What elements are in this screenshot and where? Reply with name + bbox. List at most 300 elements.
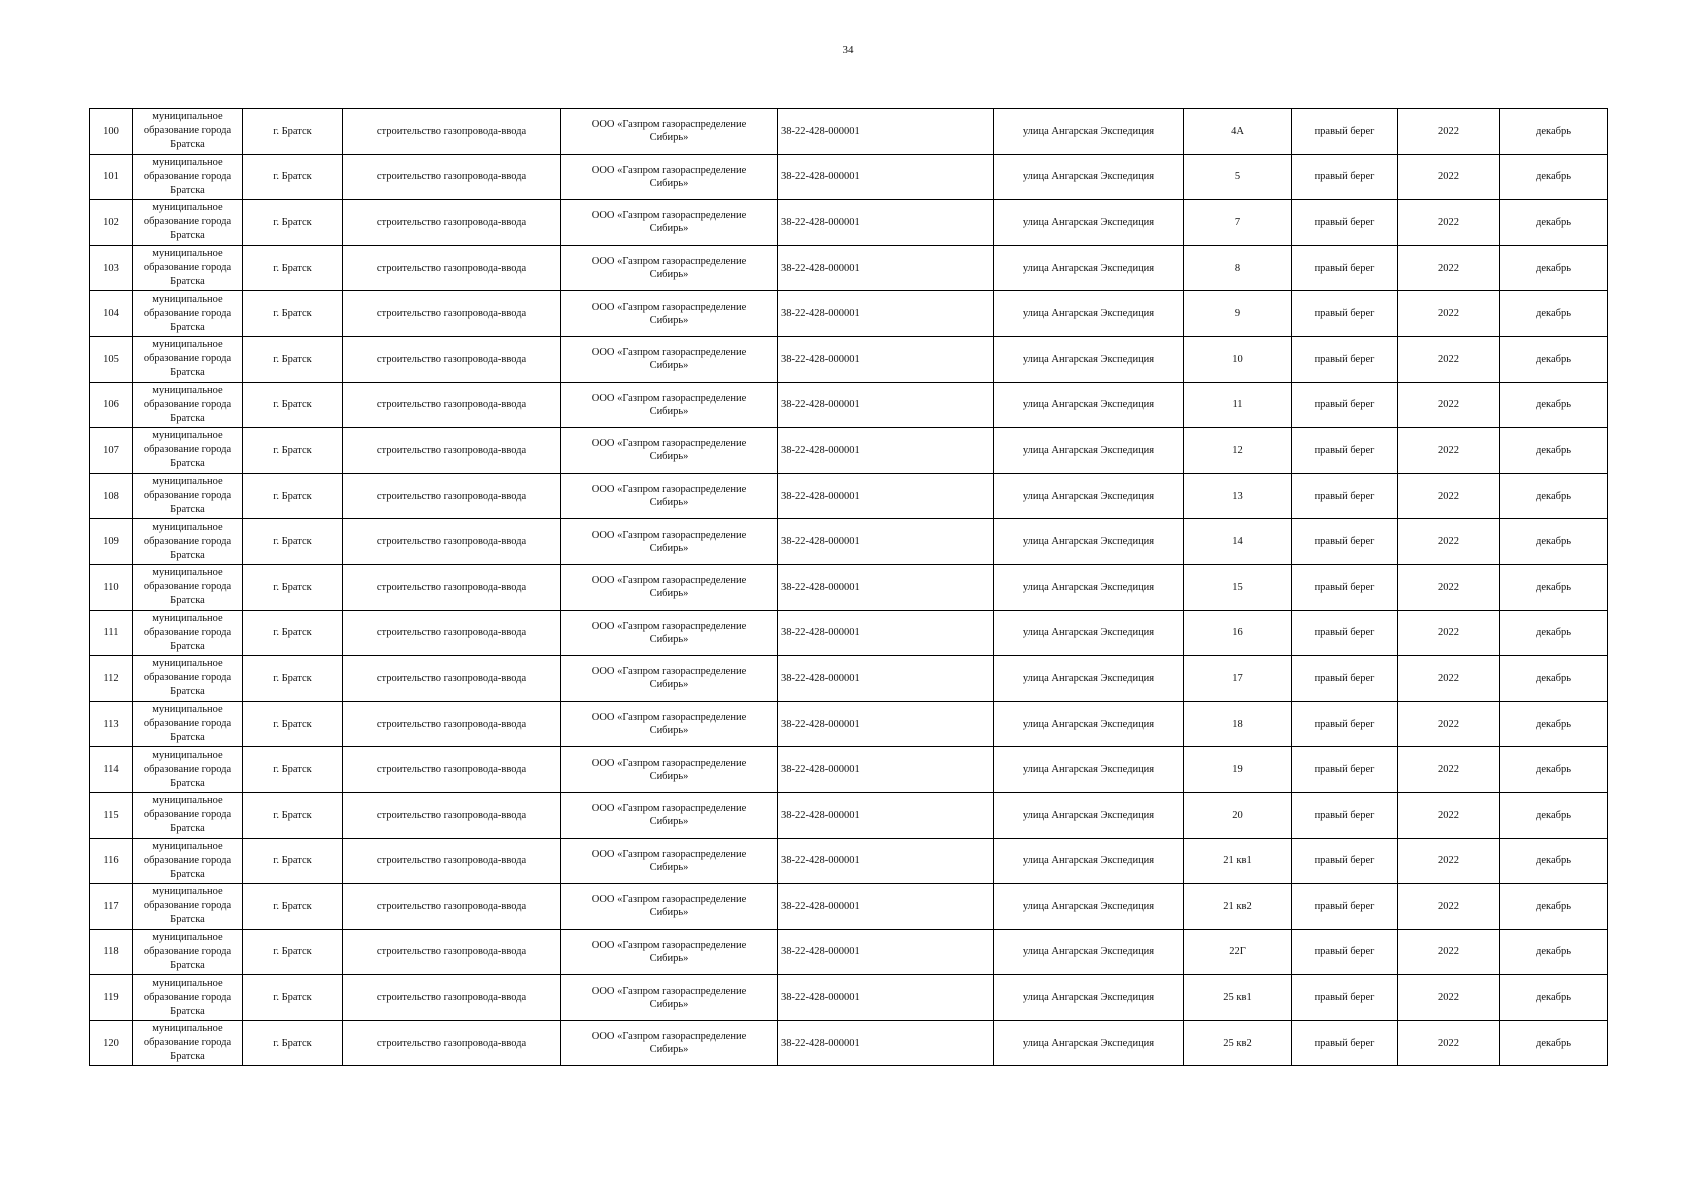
municipality-cell-line: Братска [170,595,205,607]
municipality-cell [133,428,243,474]
organization-cell [561,929,778,975]
municipality-cell-line: Братска [170,367,205,379]
table-row [90,701,1608,747]
street-cell: улица Ангарская Экспедиция [994,884,1184,930]
program-code-cell: 38-22-428-000001 [778,245,994,291]
river-bank-cell: правый берег [1292,747,1398,793]
river-bank-cell: правый берег [1292,975,1398,1021]
house-number-cell: 4А [1184,109,1292,155]
municipality-cell [133,656,243,702]
organization-cell-line: Сибирь» [649,907,689,919]
river-bank-cell: правый берег [1292,200,1398,246]
municipality-cell-line: образование города [143,170,232,182]
house-number-cell: 10 [1184,336,1292,382]
municipality-cell-line: Братска [170,321,205,333]
program-code-cell: 38-22-428-000001 [778,336,994,382]
organization-cell-line: Сибирь» [649,269,689,281]
table-row [90,200,1608,246]
municipality-cell-line: муниципальное [152,658,223,670]
program-code-cell: 38-22-428-000001 [778,154,994,200]
year-cell: 2022 [1398,747,1500,793]
work-type-cell: строительство газопровода-ввода [343,838,561,884]
organization-cell-line: Сибирь» [649,1044,689,1056]
row-number-cell: 105 [90,336,133,382]
street-cell: улица Ангарская Экспедиция [994,1020,1184,1066]
table-row [90,109,1608,155]
city-cell: г. Братск [243,245,343,291]
municipality-cell-line: муниципальное [152,704,223,716]
table-row [90,473,1608,519]
work-type-cell: строительство газопровода-ввода [343,564,561,610]
municipality-cell-line: образование города [143,535,232,547]
organization-cell-line: ООО «Газпром газораспределение [591,712,747,724]
city-cell: г. Братск [243,428,343,474]
table-row [90,656,1608,702]
row-number-cell: 116 [90,838,133,884]
house-number-cell: 5 [1184,154,1292,200]
municipality-cell [133,382,243,428]
organization-cell-line: Сибирь» [649,360,689,372]
municipality-cell-line: Братска [170,184,205,196]
house-number-cell: 12 [1184,428,1292,474]
program-code-cell: 38-22-428-000001 [778,701,994,747]
river-bank-cell: правый берег [1292,291,1398,337]
organization-cell-line: Сибирь» [649,223,689,235]
river-bank-cell: правый берег [1292,154,1398,200]
municipality-cell [133,610,243,656]
house-number-cell: 11 [1184,382,1292,428]
organization-cell [561,291,778,337]
work-type-cell: строительство газопровода-ввода [343,154,561,200]
month-cell: декабрь [1500,792,1608,838]
work-type-cell: строительство газопровода-ввода [343,428,561,474]
municipality-cell-line: Братска [170,777,205,789]
work-type-cell: строительство газопровода-ввода [343,245,561,291]
organization-cell-line: Сибирь» [649,725,689,737]
table-row [90,336,1608,382]
municipality-cell-line: Братска [170,959,205,971]
program-code-cell: 38-22-428-000001 [778,656,994,702]
municipality-cell-line: муниципальное [152,521,223,533]
year-cell: 2022 [1398,200,1500,246]
organization-cell-line: ООО «Газпром газораспределение [591,803,747,815]
house-number-cell: 19 [1184,747,1292,793]
organization-cell [561,838,778,884]
work-type-cell: строительство газопровода-ввода [343,382,561,428]
river-bank-cell: правый берег [1292,701,1398,747]
municipality-cell [133,154,243,200]
organization-cell [561,610,778,656]
municipality-cell [133,109,243,155]
municipality-cell [133,519,243,565]
program-code-cell: 38-22-428-000001 [778,838,994,884]
municipality-cell-line: Братска [170,1005,205,1017]
organization-cell-line: ООО «Газпром газораспределение [591,301,747,313]
year-cell: 2022 [1398,929,1500,975]
municipality-cell-line: Братска [170,640,205,652]
river-bank-cell: правый берег [1292,109,1398,155]
organization-cell [561,200,778,246]
month-cell: декабрь [1500,747,1608,793]
house-number-cell: 25 кв2 [1184,1020,1292,1066]
row-number-cell: 107 [90,428,133,474]
year-cell: 2022 [1398,610,1500,656]
municipality-cell-line: муниципальное [152,749,223,761]
program-code-cell: 38-22-428-000001 [778,564,994,610]
municipality-cell-line: образование города [143,900,232,912]
municipality-cell-line: муниципальное [152,931,223,943]
organization-cell [561,428,778,474]
work-type-cell: строительство газопровода-ввода [343,336,561,382]
program-code-cell: 38-22-428-000001 [778,1020,994,1066]
municipality-cell-line: муниципальное [152,1023,223,1035]
city-cell: г. Братск [243,291,343,337]
organization-cell-line: ООО «Газпром газораспределение [591,620,747,632]
year-cell: 2022 [1398,838,1500,884]
organization-cell-line: Сибирь» [649,998,689,1010]
organization-cell [561,1020,778,1066]
municipality-cell-line: муниципальное [152,430,223,442]
city-cell: г. Братск [243,336,343,382]
house-number-cell: 7 [1184,200,1292,246]
organization-cell [561,564,778,610]
city-cell: г. Братск [243,792,343,838]
municipality-cell [133,245,243,291]
organization-cell [561,245,778,291]
organization-cell-line: ООО «Газпром газораспределение [591,529,747,541]
river-bank-cell: правый берег [1292,1020,1398,1066]
program-code-cell: 38-22-428-000001 [778,291,994,337]
row-number-cell: 103 [90,245,133,291]
municipality-cell-line: муниципальное [152,339,223,351]
table-row [90,245,1608,291]
river-bank-cell: правый берег [1292,473,1398,519]
organization-cell [561,154,778,200]
municipality-cell [133,884,243,930]
table-row [90,154,1608,200]
program-code-cell: 38-22-428-000001 [778,519,994,565]
organization-cell-line: ООО «Газпром газораспределение [591,438,747,450]
municipality-cell-line: Братска [170,868,205,880]
organization-cell-line: Сибирь» [649,633,689,645]
municipality-cell [133,473,243,519]
street-cell: улица Ангарская Экспедиция [994,336,1184,382]
table-row [90,975,1608,1021]
municipality-cell [133,838,243,884]
work-type-cell: строительство газопровода-ввода [343,656,561,702]
table-row [90,747,1608,793]
row-number-cell: 112 [90,656,133,702]
organization-cell-line: ООО «Газпром газораспределение [591,392,747,404]
municipality-cell-line: муниципальное [152,293,223,305]
municipality-cell [133,1020,243,1066]
work-type-cell: строительство газопровода-ввода [343,884,561,930]
work-type-cell: строительство газопровода-ввода [343,473,561,519]
month-cell: декабрь [1500,564,1608,610]
row-number-cell: 110 [90,564,133,610]
gas-pipeline-registry-table [89,108,1608,1066]
program-code-cell: 38-22-428-000001 [778,473,994,519]
row-number-cell: 104 [90,291,133,337]
river-bank-cell: правый берег [1292,336,1398,382]
row-number-cell: 114 [90,747,133,793]
municipality-cell-line: образование города [143,490,232,502]
street-cell: улица Ангарская Экспедиция [994,109,1184,155]
organization-cell-line: Сибирь» [649,952,689,964]
municipality-cell-line: образование города [143,581,232,593]
row-number-cell: 120 [90,1020,133,1066]
month-cell: декабрь [1500,975,1608,1021]
year-cell: 2022 [1398,428,1500,474]
month-cell: декабрь [1500,428,1608,474]
table-row [90,838,1608,884]
table-row [90,884,1608,930]
work-type-cell: строительство газопровода-ввода [343,975,561,1021]
municipality-cell-line: муниципальное [152,567,223,579]
river-bank-cell: правый берег [1292,656,1398,702]
street-cell: улица Ангарская Экспедиция [994,838,1184,884]
municipality-cell [133,792,243,838]
river-bank-cell: правый берег [1292,929,1398,975]
work-type-cell: строительство газопровода-ввода [343,1020,561,1066]
organization-cell [561,382,778,428]
program-code-cell: 38-22-428-000001 [778,428,994,474]
organization-cell-line: Сибирь» [649,177,689,189]
house-number-cell: 13 [1184,473,1292,519]
municipality-cell-line: образование города [143,718,232,730]
city-cell: г. Братск [243,975,343,1021]
city-cell: г. Братск [243,200,343,246]
program-code-cell: 38-22-428-000001 [778,792,994,838]
organization-cell-line: ООО «Газпром газораспределение [591,256,747,268]
organization-cell-line: ООО «Газпром газораспределение [591,575,747,587]
row-number-cell: 101 [90,154,133,200]
city-cell: г. Братск [243,519,343,565]
municipality-cell-line: муниципальное [152,476,223,488]
organization-cell [561,701,778,747]
month-cell: декабрь [1500,382,1608,428]
program-code-cell: 38-22-428-000001 [778,200,994,246]
program-code-cell: 38-22-428-000001 [778,747,994,793]
municipality-cell-line: образование города [143,398,232,410]
street-cell: улица Ангарская Экспедиция [994,656,1184,702]
month-cell: декабрь [1500,656,1608,702]
month-cell: декабрь [1500,200,1608,246]
organization-cell-line: Сибирь» [649,314,689,326]
municipality-cell-line: муниципальное [152,612,223,624]
year-cell: 2022 [1398,245,1500,291]
organization-cell-line: ООО «Газпром газораспределение [591,484,747,496]
row-number-cell: 108 [90,473,133,519]
year-cell: 2022 [1398,519,1500,565]
street-cell: улица Ангарская Экспедиция [994,428,1184,474]
month-cell: декабрь [1500,884,1608,930]
city-cell: г. Братск [243,1020,343,1066]
municipality-cell-line: образование города [143,307,232,319]
municipality-cell [133,291,243,337]
city-cell: г. Братск [243,747,343,793]
organization-cell-line: ООО «Газпром газораспределение [591,985,747,997]
municipality-cell-line: образование города [143,353,232,365]
street-cell: улица Ангарская Экспедиция [994,519,1184,565]
city-cell: г. Братск [243,656,343,702]
table-row [90,564,1608,610]
house-number-cell: 21 кв1 [1184,838,1292,884]
municipality-cell-line: муниципальное [152,977,223,989]
municipality-cell-line: муниципальное [152,111,223,123]
street-cell: улица Ангарская Экспедиция [994,291,1184,337]
river-bank-cell: правый берег [1292,792,1398,838]
row-number-cell: 109 [90,519,133,565]
organization-cell-line: ООО «Газпром газораспределение [591,757,747,769]
municipality-cell-line: Братска [170,412,205,424]
row-number-cell: 113 [90,701,133,747]
year-cell: 2022 [1398,109,1500,155]
organization-cell-line: Сибирь» [649,816,689,828]
organization-cell-line: ООО «Газпром газораспределение [591,347,747,359]
municipality-cell-line: образование города [143,991,232,1003]
month-cell: декабрь [1500,701,1608,747]
month-cell: декабрь [1500,838,1608,884]
river-bank-cell: правый берег [1292,245,1398,291]
month-cell: декабрь [1500,473,1608,519]
house-number-cell: 17 [1184,656,1292,702]
house-number-cell: 14 [1184,519,1292,565]
city-cell: г. Братск [243,564,343,610]
city-cell: г. Братск [243,884,343,930]
house-number-cell: 8 [1184,245,1292,291]
work-type-cell: строительство газопровода-ввода [343,519,561,565]
street-cell: улица Ангарская Экспедиция [994,564,1184,610]
table-row [90,291,1608,337]
municipality-cell-line: Братска [170,549,205,561]
organization-cell-line: ООО «Газпром газораспределение [591,164,747,176]
organization-cell-line: ООО «Газпром газораспределение [591,939,747,951]
river-bank-cell: правый берег [1292,884,1398,930]
work-type-cell: строительство газопровода-ввода [343,747,561,793]
street-cell: улица Ангарская Экспедиция [994,929,1184,975]
house-number-cell: 18 [1184,701,1292,747]
municipality-cell-line: образование города [143,216,232,228]
municipality-cell [133,200,243,246]
municipality-cell [133,564,243,610]
municipality-cell-line: образование города [143,1037,232,1049]
city-cell: г. Братск [243,109,343,155]
month-cell: декабрь [1500,610,1608,656]
organization-cell [561,519,778,565]
organization-cell [561,747,778,793]
municipality-cell-line: Братска [170,230,205,242]
river-bank-cell: правый берег [1292,382,1398,428]
street-cell: улица Ангарская Экспедиция [994,610,1184,656]
organization-cell [561,109,778,155]
street-cell: улица Ангарская Экспедиция [994,747,1184,793]
year-cell: 2022 [1398,975,1500,1021]
municipality-cell-line: Братска [170,276,205,288]
house-number-cell: 21 кв2 [1184,884,1292,930]
organization-cell-line: ООО «Газпром газораспределение [591,119,747,131]
work-type-cell: строительство газопровода-ввода [343,291,561,337]
work-type-cell: строительство газопровода-ввода [343,701,561,747]
program-code-cell: 38-22-428-000001 [778,610,994,656]
month-cell: декабрь [1500,109,1608,155]
organization-cell [561,656,778,702]
page-number: 34 [842,44,854,56]
organization-cell [561,792,778,838]
organization-cell-line: Сибирь» [649,679,689,691]
year-cell: 2022 [1398,291,1500,337]
street-cell: улица Ангарская Экспедиция [994,975,1184,1021]
organization-cell [561,975,778,1021]
municipality-cell-line: муниципальное [152,795,223,807]
table-row [90,792,1608,838]
municipality-cell [133,747,243,793]
river-bank-cell: правый берег [1292,519,1398,565]
city-cell: г. Братск [243,929,343,975]
row-number-cell: 106 [90,382,133,428]
row-number-cell: 102 [90,200,133,246]
street-cell: улица Ангарская Экспедиция [994,382,1184,428]
municipality-cell-line: муниципальное [152,384,223,396]
street-cell: улица Ангарская Экспедиция [994,154,1184,200]
municipality-cell-line: Братска [170,686,205,698]
month-cell: декабрь [1500,519,1608,565]
municipality-cell-line: Братска [170,914,205,926]
organization-cell-line: Сибирь» [649,405,689,417]
month-cell: декабрь [1500,336,1608,382]
municipality-cell-line: муниципальное [152,886,223,898]
municipality-cell-line: Братска [170,504,205,516]
street-cell: улица Ангарская Экспедиция [994,245,1184,291]
street-cell: улица Ангарская Экспедиция [994,200,1184,246]
table-row [90,1020,1608,1066]
river-bank-cell: правый берег [1292,610,1398,656]
work-type-cell: строительство газопровода-ввода [343,610,561,656]
organization-cell-line: ООО «Газпром газораспределение [591,1031,747,1043]
organization-cell-line: Сибирь» [649,861,689,873]
organization-cell [561,336,778,382]
month-cell: декабрь [1500,1020,1608,1066]
organization-cell [561,884,778,930]
municipality-cell [133,336,243,382]
year-cell: 2022 [1398,382,1500,428]
city-cell: г. Братск [243,838,343,884]
house-number-cell: 20 [1184,792,1292,838]
work-type-cell: строительство газопровода-ввода [343,109,561,155]
house-number-cell: 9 [1184,291,1292,337]
street-cell: улица Ангарская Экспедиция [994,473,1184,519]
municipality-cell-line: образование города [143,763,232,775]
city-cell: г. Братск [243,610,343,656]
table-row [90,428,1608,474]
program-code-cell: 38-22-428-000001 [778,929,994,975]
month-cell: декабрь [1500,154,1608,200]
year-cell: 2022 [1398,1020,1500,1066]
municipality-cell-line: образование города [143,444,232,456]
house-number-cell: 25 кв1 [1184,975,1292,1021]
table-row [90,929,1608,975]
row-number-cell: 117 [90,884,133,930]
house-number-cell: 22Г [1184,929,1292,975]
organization-cell-line: Сибирь» [649,451,689,463]
organization-cell-line: Сибирь» [649,497,689,509]
organization-cell-line: Сибирь» [649,542,689,554]
municipality-cell-line: образование города [143,672,232,684]
municipality-cell [133,975,243,1021]
municipality-cell [133,929,243,975]
work-type-cell: строительство газопровода-ввода [343,929,561,975]
municipality-cell-line: Братска [170,458,205,470]
